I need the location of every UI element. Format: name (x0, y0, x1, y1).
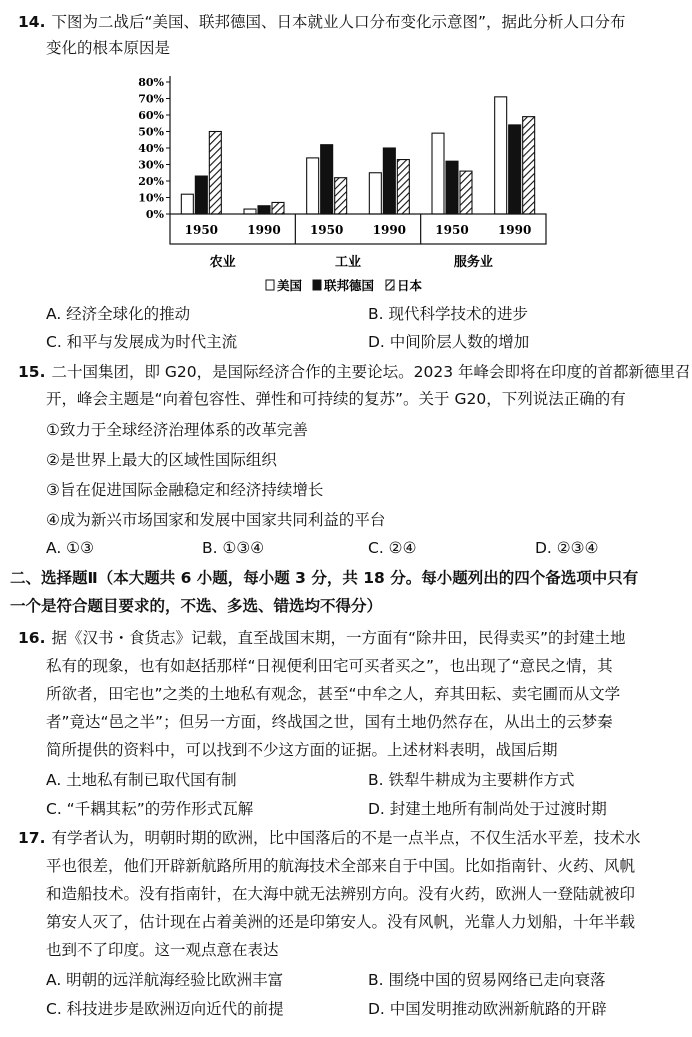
q17-stem-line-3: 和造船技术。没有指南针，在大海中就无法辨别方向。没有火药，欧洲人一登陆就被印 (46, 885, 636, 903)
q15-option-c[interactable]: C. ②④ (368, 539, 417, 557)
bar-usa (432, 133, 444, 214)
bar-usa (495, 97, 507, 214)
q17-option-a[interactable]: A. 明朝的远洋航海经验比欧洲丰富 (46, 971, 284, 989)
bar-usa (244, 209, 256, 214)
y-tick-label: 20% (138, 175, 164, 188)
q15-statement-1: ①致力于全球经济治理体系的改革完善 (46, 421, 308, 439)
q17-option-c[interactable]: C. 科技进步是欧洲迈向近代的前提 (46, 1000, 284, 1018)
bar-japan (272, 202, 284, 214)
q15-option-b[interactable]: B. ①③④ (202, 539, 265, 557)
y-tick-label: 60% (138, 109, 164, 122)
x-year-label: 1990 (247, 223, 281, 237)
bar-west-germany (509, 125, 521, 214)
y-tick-label: 0% (145, 208, 164, 221)
bar-japan (460, 171, 472, 214)
y-tick-label: 40% (138, 142, 164, 155)
y-tick-label: 30% (138, 158, 164, 172)
legend-swatch (313, 280, 321, 290)
q14-stem-line-1: 14. 下图为二战后“美国、联邦德国、日本就业人口分布变化示意图”，据此分析人口分布 (18, 13, 626, 31)
sector-label: 农业 (209, 255, 236, 270)
y-tick-label: 70% (138, 92, 164, 106)
q16-option-b[interactable]: B. 铁犁牛耕成为主要耕作方式 (368, 771, 575, 789)
bar-japan (397, 160, 409, 214)
y-tick-label: 80% (138, 76, 164, 89)
sector-label: 服务业 (453, 255, 493, 270)
bar-usa (307, 158, 319, 214)
x-axis-box (170, 214, 546, 244)
q15-stem-line-1: 15. 二十国集团，即 G20，是国际经济合作的主要论坛。2023 年峰会即将在印度的首都新德里召 (18, 363, 691, 381)
q15-option-d[interactable]: D. ②③④ (535, 539, 599, 557)
x-year-label: 1950 (309, 223, 344, 237)
x-year-label: 1950 (435, 223, 469, 237)
q15-option-a[interactable]: A. ①③ (46, 539, 94, 557)
x-year-label: 1990 (372, 223, 407, 237)
q15-stem-line-2: 开，峰会主题是“向着包容性、弹性和可持续的复苏”。关于 G20，下列说法正确的有 (46, 390, 626, 408)
legend-label: 日本 (397, 278, 423, 293)
bar-west-germany (258, 206, 270, 214)
q17-stem-line-5: 也到不了印度。这一观点意在表达 (46, 941, 279, 959)
bar-west-germany (383, 148, 395, 214)
section-2-heading-line-1: 二、选择题Ⅱ（本大题共 6 小题，每小题 3 分，共 18 分。每小题列出的四个备选项中只有 (10, 569, 639, 587)
q17-option-b[interactable]: B. 围绕中国的贸易网络已走向衰落 (368, 971, 606, 989)
q14-number: 14. (18, 13, 46, 31)
q17-stem-line-1: 17. 有学者认为，明朝时期的欧洲，比中国落后的不是一点半点，不仅生活水平差，技术水 (18, 829, 641, 847)
q15-statement-2: ②是世界上最大的区域性国际组织 (46, 451, 277, 469)
q17-number: 17. (18, 829, 46, 847)
q17-stem-line-4: 第安人灭了，估计现在占着美洲的还是印第安人。没有风帆，光靠人力划船，十年半载 (46, 913, 636, 931)
legend-swatch (266, 280, 274, 290)
x-year-label: 1990 (497, 223, 532, 237)
q16-stem-line-5: 简所提供的资料中，可以找到不少这方面的证据。上述材料表明，战国后期 (46, 741, 558, 759)
bar-usa (181, 194, 193, 214)
bar-japan (335, 178, 347, 214)
bar-japan (209, 132, 221, 215)
q16-stem-line-3: 所欲者，田宅也”之类的土地私有观念，甚至“中牟之人，弃其田耘、卖宅圃而从文学 (46, 685, 621, 703)
q14-option-a[interactable]: A. 经济全球化的推动 (46, 305, 191, 323)
q16-option-a[interactable]: A. 土地私有制已取代国有制 (46, 771, 237, 789)
section-2-heading-line-2: 一个是符合题目要求的，不选、多选、错选均不得分） (10, 597, 383, 615)
q14-option-c[interactable]: C. 和平与发展成为时代主流 (46, 333, 238, 351)
q14-option-b[interactable]: B. 现代科学技术的进步 (368, 305, 528, 323)
q16-stem-line-1: 16. 据《汉书・食货志》记载，直至战国末期，一方面有“除井田，民得卖买”的封建土地 (18, 629, 626, 647)
legend-label: 美国 (277, 278, 303, 293)
q17-stem-line-2: 平也很差，他们开辟新航路所用的航海技术全部来自于中国。比如指南针、火药、风帆 (46, 857, 636, 875)
legend-swatch (386, 280, 394, 290)
q16-stem-line-4: 者”竟达“邑之半”；但另一方面，终战国之世，国有土地仍然存在，从出土的云梦秦 (46, 713, 613, 731)
bar-japan (523, 117, 535, 214)
y-tick-label: 50% (138, 125, 164, 139)
q16-option-d[interactable]: D. 封建土地所有制尚处于过渡时期 (368, 800, 607, 818)
q16-option-c[interactable]: C. “千耦其耘”的劳作形式瓦解 (46, 800, 254, 818)
q15-statement-3: ③旨在促进国际金融稳定和经济持续增长 (46, 481, 324, 499)
employment-bar-chart (130, 68, 570, 298)
q17-option-d[interactable]: D. 中国发明推动欧洲新航路的开辟 (368, 1000, 607, 1018)
bar-usa (369, 173, 381, 214)
x-year-label: 1950 (184, 223, 219, 237)
bar-west-germany (195, 176, 207, 214)
legend-label: 联邦德国 (324, 278, 375, 293)
sector-label: 工业 (334, 255, 362, 270)
bar-west-germany (446, 161, 458, 214)
q15-number: 15. (18, 363, 46, 381)
q14-option-d[interactable]: D. 中间阶层人数的增加 (368, 333, 530, 351)
q15-statement-4: ④成为新兴市场国家和发展中国家共同利益的平台 (46, 511, 386, 529)
q16-number: 16. (18, 629, 46, 647)
bar-west-germany (321, 145, 333, 214)
y-tick-label: 10% (138, 191, 164, 205)
q14-stem-line-2: 变化的根本原因是 (46, 39, 171, 57)
q16-stem-line-2: 私有的现象，也有如赵括那样“日视便利田宅可买者买之”，也出现了“意民之情，其 (46, 657, 613, 675)
